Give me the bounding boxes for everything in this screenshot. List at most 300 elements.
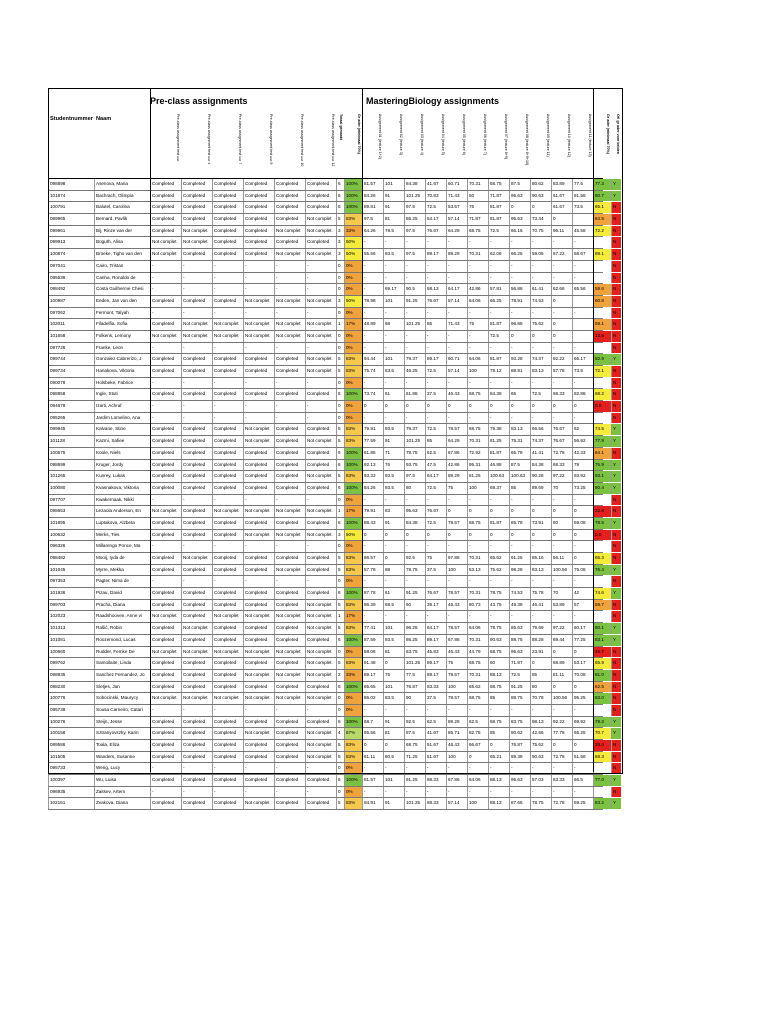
cell-pre10: Completed (274, 436, 305, 447)
mb-assignment-header-10-label: Assignment 10 (lecture 12) (567, 114, 571, 157)
cell-mb10: 61.67 (551, 202, 572, 213)
cell-mb9: 72.5 (530, 389, 551, 400)
cell-mb-grade: 46.7 (593, 647, 611, 658)
cell-mb10: 76.67 (551, 436, 572, 447)
cell-pre9: - (243, 343, 274, 354)
cell-pre12: - (305, 763, 336, 774)
cell-student-number: 101936 (48, 588, 94, 599)
cell-mb9: 74.53 (530, 296, 551, 307)
cell-mb10: 70 (551, 483, 572, 494)
cell-pre10: Completed (274, 424, 305, 435)
cell-student-number: 101313 (48, 623, 94, 634)
cell-final-ok: N (611, 763, 621, 774)
cell-student-name: Asenova, Maria (94, 179, 150, 190)
cell-mb9: - (530, 413, 551, 424)
cell-total: 0 (336, 787, 344, 798)
cell-mb1: 58.06 (362, 647, 383, 658)
cell-pre1: Completed (150, 424, 181, 435)
cell-pre4: Completed (181, 658, 212, 669)
cell-mb8: - (509, 261, 530, 272)
cell-mb1: - (362, 705, 383, 716)
cell-pre10: - (274, 763, 305, 774)
cell-total: 5 (336, 436, 344, 447)
cell-mb10: 0 (551, 319, 572, 330)
cell-mb6: 70.31 (467, 179, 488, 190)
cell-mb1: 91.48 (362, 658, 383, 669)
cell-pre9: Completed (243, 658, 274, 669)
cell-pre7: Completed (212, 798, 243, 809)
cell-pre7: Completed (212, 191, 243, 202)
cell-mb9: 85.16 (530, 553, 551, 564)
cell-pre9: Completed (243, 483, 274, 494)
cell-mb9: 85 (530, 670, 551, 681)
cell-pre4: Completed (181, 775, 212, 786)
cell-pre-grade: 83% (344, 623, 362, 634)
cell-mb8: - (509, 576, 530, 587)
cell-pre10: - (274, 576, 305, 587)
cell-mb2: - (383, 331, 404, 342)
cell-student-number: 102011 (48, 319, 94, 330)
cell-mb9: 57.03 (530, 775, 551, 786)
table-row (48, 214, 617, 226)
cell-mb4: 64.17 (425, 471, 446, 482)
cell-mb2: 76 (383, 460, 404, 471)
cell-total: 5 (336, 623, 344, 634)
cell-pre9: Completed (243, 179, 274, 190)
mb-assignment-header-6 (483, 112, 488, 176)
cell-mb7: 85 (488, 728, 509, 739)
cell-mb5: - (446, 541, 467, 552)
cell-pre4: - (181, 343, 212, 354)
cell-pre9: - (243, 576, 274, 587)
cell-pre10: Not complet (274, 506, 305, 517)
cell-final-ok: N (611, 752, 621, 763)
cell-mb9: 73.44 (530, 214, 551, 225)
cell-mb1: 87.78 (362, 588, 383, 599)
cell-mb11: 81.58 (572, 191, 593, 202)
cell-pre-grade: 0% (344, 331, 362, 342)
cell-pre9: Not complet (243, 611, 274, 622)
cell-mb6: 68.75 (467, 658, 488, 669)
cell-pre1: Not complet (150, 331, 181, 342)
cell-pre-grade: 0% (344, 273, 362, 284)
table-row (48, 600, 617, 612)
cell-pre10: Completed (274, 600, 305, 611)
cell-mb8: 88.91 (509, 366, 530, 377)
cell-mb10: 0 (551, 740, 572, 751)
cell-pre-grade: 100% (344, 179, 362, 190)
cell-mb7: 62.08 (488, 249, 509, 260)
cell-mb1: 86.39 (362, 600, 383, 611)
cell-pre12: Completed (305, 588, 336, 599)
cell-mb-grade: 75.9 (593, 460, 611, 471)
cell-mb-grade (593, 541, 611, 552)
cell-pre-grade: 0% (344, 647, 362, 658)
cell-mb2: 101 (383, 775, 404, 786)
cell-pre9: - (243, 763, 274, 774)
cell-mb5: 85.71 (446, 728, 467, 739)
cell-final-ok: N (611, 401, 621, 412)
cell-mb3: 96.25 (404, 623, 425, 634)
mb-assignment-header-5-label: Assignment 05 (lecture 6) (462, 114, 466, 155)
cell-mb3: 0 (404, 401, 425, 412)
cell-mb8: 83.75 (509, 717, 530, 728)
cell-total: 6 (336, 448, 344, 459)
cell-mb2: 91 (383, 202, 404, 213)
cell-mb1: 79.91 (362, 506, 383, 517)
cell-mb5: 100 (446, 682, 467, 693)
cell-pre10: - (274, 343, 305, 354)
cell-mb10: 0 (551, 682, 572, 693)
cell-student-number: 089965 (48, 214, 94, 225)
cell-pre7: Completed (212, 226, 243, 237)
cell-total: 6 (336, 179, 344, 190)
cell-pre10: - (274, 705, 305, 716)
cell-mb-grade: 64.1 (593, 448, 611, 459)
cell-mb2: - (383, 705, 404, 716)
cell-pre12: Completed (305, 635, 336, 646)
table-row (48, 798, 617, 810)
cell-mb9: 80 (530, 682, 551, 693)
cell-mb4: 45.83 (425, 647, 446, 658)
cell-pre9: Completed (243, 565, 274, 576)
cell-mb-grade: 68.3 (593, 752, 611, 763)
cell-mb2: 0 (383, 553, 404, 564)
cell-mb7: 0 (488, 530, 509, 541)
cell-mb10: 72.78 (551, 752, 572, 763)
cell-total: 0 (336, 284, 344, 295)
cell-mb8: - (509, 611, 530, 622)
cell-total: 0 (336, 273, 344, 284)
cell-pre1: Completed (150, 658, 181, 669)
cell-mb9: 88.28 (530, 635, 551, 646)
cell-final-ok: N (611, 226, 621, 237)
cell-mb8: 0 (509, 506, 530, 517)
table-row (48, 576, 617, 588)
table-row (48, 401, 617, 413)
pre-class-header-6-label: Pre-class assignment test uur 12 (331, 114, 335, 167)
cell-pre-grade: 100% (344, 588, 362, 599)
cell-mb10: 57.78 (551, 366, 572, 377)
cell-mb4: 72.5 (425, 483, 446, 494)
cell-mb10: - (551, 495, 572, 506)
cell-mb3: - (404, 705, 425, 716)
cell-mb10: 0 (551, 296, 572, 307)
cell-mb-grade: 72.1 (593, 366, 611, 377)
cell-pre10: Completed (274, 775, 305, 786)
cell-student-name: Eeden, Jan van den (94, 296, 150, 307)
cell-mb4: - (425, 378, 446, 389)
cell-pre-grade: 50% (344, 530, 362, 541)
cell-mb1: - (362, 261, 383, 272)
cell-pre4: Completed (181, 600, 212, 611)
cell-mb11: - (572, 261, 593, 272)
cell-mb1: - (362, 308, 383, 319)
cell-mb9: - (530, 787, 551, 798)
cell-pre10: Completed (274, 483, 305, 494)
cell-total: 0 (336, 541, 344, 552)
cell-pre9: Completed (243, 635, 274, 646)
cell-pre9: Completed (243, 214, 274, 225)
cell-mb8: 83.13 (509, 424, 530, 435)
cell-pre1: - (150, 576, 181, 587)
cell-mb7: 72.5 (488, 331, 509, 342)
cell-mb11: 60.17 (572, 623, 593, 634)
cell-pre9: - (243, 273, 274, 284)
cell-mb11: 69.08 (572, 518, 593, 529)
cell-mb2: - (383, 495, 404, 506)
cell-mb7: 81.87 (488, 448, 509, 459)
cell-mb5: - (446, 273, 467, 284)
cell-mb4: 72.5 (425, 424, 446, 435)
cell-pre7: Not complet (212, 331, 243, 342)
cell-mb1: - (362, 541, 383, 552)
cell-mb1: 78.98 (362, 296, 383, 307)
cell-mb5: - (446, 705, 467, 716)
cell-pre-grade: 83% (344, 436, 362, 447)
cell-mb4: - (425, 611, 446, 622)
cell-mb5: 53.57 (446, 202, 467, 213)
cell-student-number: 101895 (48, 518, 94, 529)
cell-mb3: 97.5 (404, 471, 425, 482)
cell-mb8: 85.63 (509, 623, 530, 634)
cell-mb10: 68.33 (551, 460, 572, 471)
cell-mb3: 80 (404, 483, 425, 494)
cell-pre-grade: 100% (344, 775, 362, 786)
cell-pre12: - (305, 308, 336, 319)
cell-mb6: - (467, 763, 488, 774)
cell-total: 6 (336, 588, 344, 599)
cell-pre-grade: 83% (344, 553, 362, 564)
cell-final-ok: N (611, 670, 621, 681)
cell-mb8: - (509, 705, 530, 716)
cell-pre9: - (243, 705, 274, 716)
cell-pre4: Not complet (181, 319, 212, 330)
cell-student-number: 095738 (48, 705, 94, 716)
cell-mb1: 81.57 (362, 775, 383, 786)
cell-pre12: Not complet (305, 331, 336, 342)
cell-pre12: Completed (305, 682, 336, 693)
cell-mb-grade (593, 237, 611, 248)
cell-pre-grade: 50% (344, 237, 362, 248)
cell-mb2: 91 (383, 798, 404, 809)
cell-pre12: Not complet (305, 366, 336, 377)
cell-pre10: Completed (274, 366, 305, 377)
cell-pre7: Completed (212, 518, 243, 529)
cell-pre9: - (243, 413, 274, 424)
cell-mb10: 97.22 (551, 471, 572, 482)
cell-mb-grade: 60.8 (593, 296, 611, 307)
cell-pre9: Completed (243, 237, 274, 248)
cell-mb6: - (467, 261, 488, 272)
table-row (48, 389, 617, 401)
cell-pre4: - (181, 261, 212, 272)
cell-pre-grade: 83% (344, 798, 362, 809)
cell-final-ok: N (611, 647, 621, 658)
cell-mb2: - (383, 378, 404, 389)
cell-student-name: Pracha, Diana (94, 600, 150, 611)
cell-pre12: Not complet (305, 728, 336, 739)
cell-student-name: Zaitsev, Artem (94, 787, 150, 798)
cell-pre10: Completed (274, 623, 305, 634)
cell-student-name: Raadshooven, Anne vi (94, 611, 150, 622)
cell-final-ok: N (611, 705, 621, 716)
cell-mb11: - (572, 763, 593, 774)
cell-mb11: - (572, 273, 593, 284)
cell-pre10: - (274, 261, 305, 272)
cell-mb11: 42.33 (572, 448, 593, 459)
cell-mb6: 42.86 (467, 284, 488, 295)
cell-mb6: 100 (467, 366, 488, 377)
cell-mb2: 71 (383, 448, 404, 459)
cell-student-number: 095265 (48, 413, 94, 424)
cell-mb6: 70.31 (467, 249, 488, 260)
cell-pre-grade: 100% (344, 635, 362, 646)
cell-pre4: - (181, 401, 212, 412)
cell-pre4: - (181, 576, 212, 587)
cell-total: 5 (336, 565, 344, 576)
cell-mb9: 41.41 (530, 448, 551, 459)
cell-mb10: 53.89 (551, 600, 572, 611)
cell-pre9: Not complet (243, 424, 274, 435)
cell-mb3: 86.25 (404, 635, 425, 646)
cell-mb11: 0 (572, 740, 593, 751)
cell-mb5: 0 (446, 506, 467, 517)
cell-pre12: Not complet (305, 319, 336, 330)
cell-mb7: 88.13 (488, 670, 509, 681)
cell-student-name: Sletjes, Jan (94, 682, 150, 693)
cell-pre4: Not complet (181, 331, 212, 342)
cell-mb3: 101.25 (404, 436, 425, 447)
cell-pre4: Not complet (181, 553, 212, 564)
cell-mb3: - (404, 261, 425, 272)
cell-mb8: 80.62 (509, 728, 530, 739)
cell-student-number: 097707 (48, 495, 94, 506)
cell-mb9: 80.62 (530, 179, 551, 190)
cell-pre1: - (150, 413, 181, 424)
cell-student-name: Wanders, Susanne (94, 752, 150, 763)
cell-student-name: Myrre, Mekka (94, 565, 150, 576)
cell-mb10: 57.22 (551, 249, 572, 260)
cell-mb8: - (509, 237, 530, 248)
cell-mb10: - (551, 541, 572, 552)
cell-pre10: - (274, 787, 305, 798)
cell-mb1: 48.89 (362, 319, 383, 330)
cell-pre10: Not complet (274, 530, 305, 541)
cell-mb11: 0 (572, 530, 593, 541)
cell-pre12: - (305, 378, 336, 389)
cell-mb1: 57.78 (362, 565, 383, 576)
cell-mb6: 68.75 (467, 389, 488, 400)
cell-mb-grade: 80.7 (593, 191, 611, 202)
cell-mb5: 64.17 (446, 284, 467, 295)
cell-mb8: 89.38 (509, 752, 530, 763)
cell-mb6: 82.75 (467, 728, 488, 739)
cell-mb2: 91 (383, 191, 404, 202)
cell-mb4: 85 (425, 436, 446, 447)
cell-pre10: Not complet (274, 647, 305, 658)
cell-mb7: 90.63 (488, 635, 509, 646)
pre-class-header-3-label: Pre-class assignment test uur 7 (238, 114, 242, 165)
cell-pre1: Not complet (150, 693, 181, 704)
cell-pre1: Completed (150, 226, 181, 237)
cell-mb7: 65.21 (488, 752, 509, 763)
cell-mb1: - (362, 763, 383, 774)
cell-pre-grade: 100% (344, 191, 362, 202)
cell-pre1: - (150, 401, 181, 412)
cell-mb-grade: 83.1 (593, 635, 611, 646)
cell-mb9: 78.75 (530, 798, 551, 809)
cell-final-ok: Y (611, 717, 621, 728)
cell-mb9: 0 (530, 530, 551, 541)
cell-mb8: 88.75 (509, 693, 530, 704)
cell-student-number: 099734 (48, 366, 94, 377)
cell-mb8: - (509, 273, 530, 284)
cell-pre12: Not complet (305, 752, 336, 763)
cell-mb6: 64.06 (467, 354, 488, 365)
cell-pre-grade: 0% (344, 705, 362, 716)
cell-mb3: 84.38 (404, 179, 425, 190)
cell-total: 1 (336, 319, 344, 330)
cell-student-number: 089586 (48, 740, 94, 751)
cell-mb6: - (467, 331, 488, 342)
cell-mb1: 88.43 (362, 518, 383, 529)
cell-mb-grade (593, 576, 611, 587)
cell-mb1: 94.91 (362, 798, 383, 809)
pre-class-group-title: Pre-class assignments (150, 96, 248, 106)
cell-pre9: Completed (243, 775, 274, 786)
table-row (48, 273, 617, 285)
cell-mb11: 56.92 (572, 436, 593, 447)
final-ok-header-label: OK gr ader voor beiden (616, 114, 620, 154)
cell-student-name: Franke, Leon (94, 343, 150, 354)
cell-mb4: 51.67 (425, 752, 446, 763)
cell-pre10: Completed (274, 179, 305, 190)
cell-final-ok: Y (611, 424, 621, 435)
cell-mb2: 81 (383, 728, 404, 739)
cell-mb8: 95.63 (509, 647, 530, 658)
cell-total: 0 (336, 378, 344, 389)
table-row (48, 296, 617, 308)
cell-pre9: Completed (243, 354, 274, 365)
cell-mb-grade (593, 611, 611, 622)
mb-assignment-header-2-label: Assignment 02 (lecture 3) (399, 114, 403, 155)
cell-mb4: 62.5 (425, 448, 446, 459)
cell-pre1: Completed (150, 600, 181, 611)
cell-student-name: Zvakova, Diana (94, 798, 150, 809)
cell-final-ok: Y (611, 518, 621, 529)
cell-pre12: Completed (305, 237, 336, 248)
cell-pre7: Completed (212, 623, 243, 634)
cell-mb6: 0 (467, 752, 488, 763)
cell-pre9: Completed (243, 249, 274, 260)
cell-mb2: 83 (383, 506, 404, 517)
cell-mb6: 50 (467, 191, 488, 202)
cell-mb6: 72.92 (467, 448, 488, 459)
cell-pre9: Not complet (243, 319, 274, 330)
cell-student-name: Canha, Ronaldo de (94, 273, 150, 284)
cell-pre1: - (150, 763, 181, 774)
cell-pre4: Completed (181, 611, 212, 622)
pre-class-header-2 (207, 112, 212, 176)
cell-pre10: Completed (274, 798, 305, 809)
cell-student-number: 100397 (48, 775, 94, 786)
cell-mb6: 65.62 (467, 682, 488, 693)
cell-pre1: Completed (150, 553, 181, 564)
cell-mb9: 74.37 (530, 436, 551, 447)
cell-pre7: - (212, 273, 243, 284)
cell-mb3: 92.5 (404, 553, 425, 564)
